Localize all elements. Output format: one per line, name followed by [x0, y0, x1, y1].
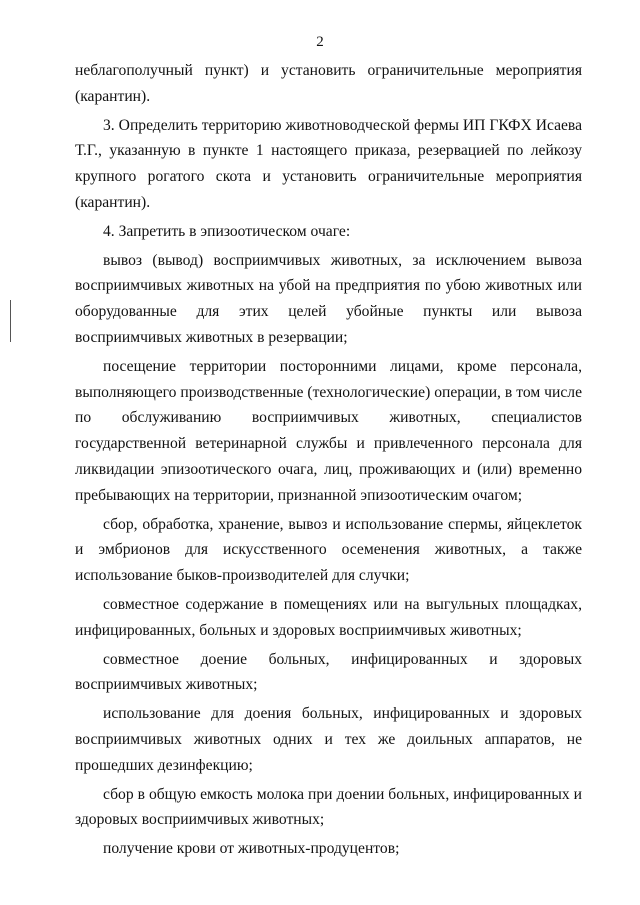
page-number: 2: [316, 34, 324, 50]
restriction-blood: получение крови от животных-продуцентов;: [103, 840, 400, 858]
restriction-visiting: посещение территории посторонними лицами, кроме персонала, выполняющего производственные (технологические) операции, в том числе по обслуживанию восприимчивых животных, специалистов государственной ветеринарной службы и привлеченного персонала для ликвидации эпизоотического очага, лиц, проживающих и (или) временно пребывающих на территории, признанной эпизоотическим очагом;: [75, 357, 582, 504]
restriction-export: вывоз (вывод) восприимчивых животных, за исключением вывоза восприимчивых животных на убой на предприятия по убою животных или оборудованные для этих целей убойные пункты или вывоза восприимчивых животных в резервации;: [75, 251, 582, 346]
scan-margin-mark: [10, 300, 11, 342]
paragraph-item-3: 3. Определить территорию животноводческой фермы ИП ГКФХ Исаева Т.Г., указанную в пункте 1 настоящего приказа, резервацией по лейкозу крупного рогатого скота и установить ограничительные мероприятия (карантин).: [75, 116, 582, 211]
restriction-joint-milking: совместное доение больных, инфицированных и здоровых восприимчивых животных;: [75, 650, 582, 694]
document-body: [75, 58, 582, 865]
restriction-milking-machines: использование для доения больных, инфицированных и здоровых восприимчивых животных одних и тех же доильных аппаратов, не прошедших дезинфекцию;: [75, 705, 582, 774]
paragraph-continuation: неблагополучный пункт) и установить ограничительные мероприятия (карантин).: [75, 62, 582, 105]
restriction-joint-keeping: совместное содержание в помещениях или на выгульных площадках, инфицированных, больных и здоровых восприимчивых животных;: [75, 595, 582, 639]
restriction-semen: сбор, обработка, хранение, вывоз и использование спермы, яйцеклеток и эмбрионов для искусственного осеменения животных, а также использование быков-производителей для случки;: [75, 515, 582, 585]
paragraph-item-4: 4. Запретить в эпизоотическом очаге:: [103, 222, 351, 240]
restriction-milk-collection: сбор в общую емкость молока при доении больных, инфицированных и здоровых восприимчивых животных;: [75, 785, 582, 829]
